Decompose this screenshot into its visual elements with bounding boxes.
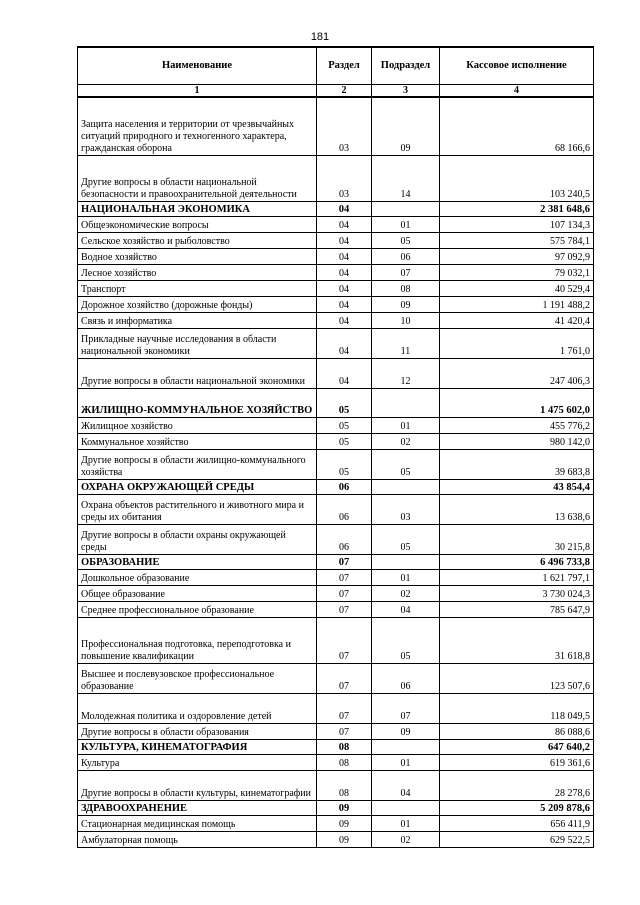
row-amount: 39 683,8 — [440, 449, 594, 479]
row-razdel: 07 — [317, 617, 372, 663]
row-razdel: 07 — [317, 723, 372, 739]
section-row — [78, 479, 594, 494]
row-name: Водное хозяйство — [78, 248, 317, 264]
row-amount: 30 215,8 — [440, 524, 594, 554]
row-razdel: 06 — [317, 479, 372, 494]
row-amount: 43 854,4 — [440, 479, 594, 494]
row-razdel: 04 — [317, 358, 372, 388]
table-row — [78, 358, 594, 388]
row-name: НАЦИОНАЛЬНАЯ ЭКОНОМИКА — [78, 201, 317, 216]
row-podrazdel: 02 — [372, 831, 440, 847]
row-name: Защита населения и территории от чрезвычайных ситуаций природного и техногенного характера, гражданская оборона — [78, 97, 317, 155]
row-name: Другие вопросы в области национальной экономики — [78, 358, 317, 388]
table-row — [78, 97, 594, 155]
row-podrazdel: 14 — [372, 155, 440, 201]
row-name: ОБРАЗОВАНИЕ — [78, 554, 317, 569]
row-name: Другие вопросы в области охраны окружающей среды — [78, 524, 317, 554]
row-razdel: 04 — [317, 328, 372, 358]
row-podrazdel: 12 — [372, 358, 440, 388]
row-razdel: 04 — [317, 280, 372, 296]
row-podrazdel: 05 — [372, 524, 440, 554]
section-row — [78, 201, 594, 216]
table-row — [78, 723, 594, 739]
row-razdel: 04 — [317, 264, 372, 280]
row-podrazdel: 02 — [372, 433, 440, 449]
column-number: 4 — [440, 85, 594, 98]
table-row — [78, 417, 594, 433]
row-podrazdel: 01 — [372, 754, 440, 770]
row-name: Общеэкономические вопросы — [78, 216, 317, 232]
row-amount: 97 092,9 — [440, 248, 594, 264]
row-amount: 980 142,0 — [440, 433, 594, 449]
row-name: Связь и информатика — [78, 312, 317, 328]
table-header — [78, 47, 594, 97]
row-razdel: 07 — [317, 663, 372, 693]
row-podrazdel: 01 — [372, 417, 440, 433]
row-amount: 2 381 648,6 — [440, 201, 594, 216]
column-number: 1 — [78, 85, 317, 98]
table-row — [78, 449, 594, 479]
table-row — [78, 524, 594, 554]
row-razdel: 06 — [317, 494, 372, 524]
row-name: Другие вопросы в области национальной безопасности и правоохранительной деятельности — [78, 155, 317, 201]
row-name: Жилищное хозяйство — [78, 417, 317, 433]
table-row — [78, 264, 594, 280]
row-name: Сельское хозяйство и рыболовство — [78, 232, 317, 248]
row-name: Лесное хозяйство — [78, 264, 317, 280]
row-name: КУЛЬТУРА, КИНЕМАТОГРАФИЯ — [78, 739, 317, 754]
row-name: ОХРАНА ОКРУЖАЮЩЕЙ СРЕДЫ — [78, 479, 317, 494]
header-podrazdel: Подраздел — [372, 47, 440, 85]
row-razdel: 07 — [317, 585, 372, 601]
row-podrazdel — [372, 388, 440, 417]
header-name: Наименование — [78, 47, 317, 85]
row-amount: 647 640,2 — [440, 739, 594, 754]
row-razdel: 07 — [317, 554, 372, 569]
row-amount: 41 420,4 — [440, 312, 594, 328]
row-podrazdel: 09 — [372, 296, 440, 312]
row-podrazdel: 09 — [372, 723, 440, 739]
row-razdel: 09 — [317, 800, 372, 815]
row-amount: 68 166,6 — [440, 97, 594, 155]
column-number: 2 — [317, 85, 372, 98]
row-podrazdel: 04 — [372, 601, 440, 617]
column-number: 3 — [372, 85, 440, 98]
row-razdel: 04 — [317, 216, 372, 232]
table-row — [78, 433, 594, 449]
row-name: Культура — [78, 754, 317, 770]
row-name: Прикладные научные исследования в области национальной экономики — [78, 328, 317, 358]
row-amount: 1 475 602,0 — [440, 388, 594, 417]
row-podrazdel: 03 — [372, 494, 440, 524]
row-razdel: 09 — [317, 831, 372, 847]
row-amount: 785 647,9 — [440, 601, 594, 617]
row-razdel: 08 — [317, 770, 372, 800]
row-razdel: 04 — [317, 248, 372, 264]
table-row — [78, 328, 594, 358]
section-row — [78, 800, 594, 815]
row-razdel: 04 — [317, 232, 372, 248]
table-row — [78, 617, 594, 663]
row-podrazdel: 06 — [372, 663, 440, 693]
row-amount: 31 618,8 — [440, 617, 594, 663]
row-amount: 455 776,2 — [440, 417, 594, 433]
row-razdel: 05 — [317, 388, 372, 417]
row-amount: 13 638,6 — [440, 494, 594, 524]
row-name: Амбулаторная помощь — [78, 831, 317, 847]
page-number: 181 — [310, 31, 330, 43]
table-row — [78, 585, 594, 601]
row-name: Другие вопросы в области жилищно-коммунального хозяйства — [78, 449, 317, 479]
section-row — [78, 739, 594, 754]
row-name: Высшее и послевузовское профессиональное образование — [78, 663, 317, 693]
row-name: Коммунальное хозяйство — [78, 433, 317, 449]
row-amount: 1 621 797,1 — [440, 569, 594, 585]
row-podrazdel — [372, 479, 440, 494]
row-razdel: 03 — [317, 155, 372, 201]
row-razdel: 07 — [317, 693, 372, 723]
table-row — [78, 815, 594, 831]
row-amount: 656 411,9 — [440, 815, 594, 831]
row-podrazdel: 07 — [372, 693, 440, 723]
table-row — [78, 155, 594, 201]
row-razdel: 06 — [317, 524, 372, 554]
table-body — [78, 97, 594, 847]
row-razdel: 04 — [317, 312, 372, 328]
table-row — [78, 693, 594, 723]
table-row — [78, 216, 594, 232]
table-row — [78, 280, 594, 296]
row-podrazdel: 01 — [372, 815, 440, 831]
table-row — [78, 494, 594, 524]
row-amount: 123 507,6 — [440, 663, 594, 693]
row-podrazdel: 05 — [372, 449, 440, 479]
row-razdel: 04 — [317, 296, 372, 312]
table-row — [78, 569, 594, 585]
row-amount: 107 134,3 — [440, 216, 594, 232]
row-amount: 6 496 733,8 — [440, 554, 594, 569]
table-row — [78, 601, 594, 617]
row-razdel: 07 — [317, 569, 372, 585]
table-row — [78, 754, 594, 770]
row-name: Дошкольное образование — [78, 569, 317, 585]
row-amount: 247 406,3 — [440, 358, 594, 388]
row-name: Стационарная медицинская помощь — [78, 815, 317, 831]
row-amount: 629 522,5 — [440, 831, 594, 847]
header-razdel: Раздел — [317, 47, 372, 85]
table-row — [78, 312, 594, 328]
row-amount: 79 032,1 — [440, 264, 594, 280]
row-name: Дорожное хозяйство (дорожные фонды) — [78, 296, 317, 312]
budget-table — [77, 46, 594, 848]
row-podrazdel: 05 — [372, 232, 440, 248]
row-amount: 619 361,6 — [440, 754, 594, 770]
table-row — [78, 770, 594, 800]
row-amount: 86 088,6 — [440, 723, 594, 739]
row-podrazdel: 01 — [372, 216, 440, 232]
row-name: Транспорт — [78, 280, 317, 296]
row-name: Профессиональная подготовка, переподготовка и повышение квалификации — [78, 617, 317, 663]
row-podrazdel — [372, 201, 440, 216]
row-name: Охрана объектов растительного и животного мира и среды их обитания — [78, 494, 317, 524]
row-amount: 5 209 878,6 — [440, 800, 594, 815]
row-name: ЗДРАВООХРАНЕНИЕ — [78, 800, 317, 815]
row-amount: 1 761,0 — [440, 328, 594, 358]
row-podrazdel — [372, 554, 440, 569]
row-name: Другие вопросы в области образования — [78, 723, 317, 739]
row-amount: 3 730 024,3 — [440, 585, 594, 601]
row-razdel: 05 — [317, 449, 372, 479]
row-podrazdel: 07 — [372, 264, 440, 280]
table-row — [78, 248, 594, 264]
row-name: Общее образование — [78, 585, 317, 601]
row-amount: 28 278,6 — [440, 770, 594, 800]
row-razdel: 07 — [317, 601, 372, 617]
row-amount: 103 240,5 — [440, 155, 594, 201]
row-podrazdel: 05 — [372, 617, 440, 663]
row-podrazdel: 06 — [372, 248, 440, 264]
header-amount: Кассовое исполнение — [440, 47, 594, 85]
table-row — [78, 296, 594, 312]
row-amount: 1 191 488,2 — [440, 296, 594, 312]
row-name: Среднее профессиональное образование — [78, 601, 317, 617]
row-name: Другие вопросы в области культуры, кинематографии — [78, 770, 317, 800]
row-name: ЖИЛИЩНО-КОММУНАЛЬНОЕ ХОЗЯЙСТВО — [78, 388, 317, 417]
row-podrazdel: 08 — [372, 280, 440, 296]
row-razdel: 09 — [317, 815, 372, 831]
table-row — [78, 831, 594, 847]
column-numbers-row — [78, 85, 594, 98]
row-razdel: 04 — [317, 201, 372, 216]
row-amount: 40 529,4 — [440, 280, 594, 296]
row-razdel: 05 — [317, 417, 372, 433]
row-razdel: 08 — [317, 739, 372, 754]
row-name: Молодежная политика и оздоровление детей — [78, 693, 317, 723]
row-razdel: 08 — [317, 754, 372, 770]
row-podrazdel: 04 — [372, 770, 440, 800]
row-razdel: 05 — [317, 433, 372, 449]
row-podrazdel: 11 — [372, 328, 440, 358]
row-podrazdel — [372, 739, 440, 754]
table-row — [78, 663, 594, 693]
row-podrazdel: 01 — [372, 569, 440, 585]
row-podrazdel: 02 — [372, 585, 440, 601]
row-podrazdel: 10 — [372, 312, 440, 328]
row-razdel: 03 — [317, 97, 372, 155]
row-amount: 118 049,5 — [440, 693, 594, 723]
row-podrazdel — [372, 800, 440, 815]
section-row — [78, 388, 594, 417]
row-amount: 575 784,1 — [440, 232, 594, 248]
section-row — [78, 554, 594, 569]
table-row — [78, 232, 594, 248]
row-podrazdel: 09 — [372, 97, 440, 155]
